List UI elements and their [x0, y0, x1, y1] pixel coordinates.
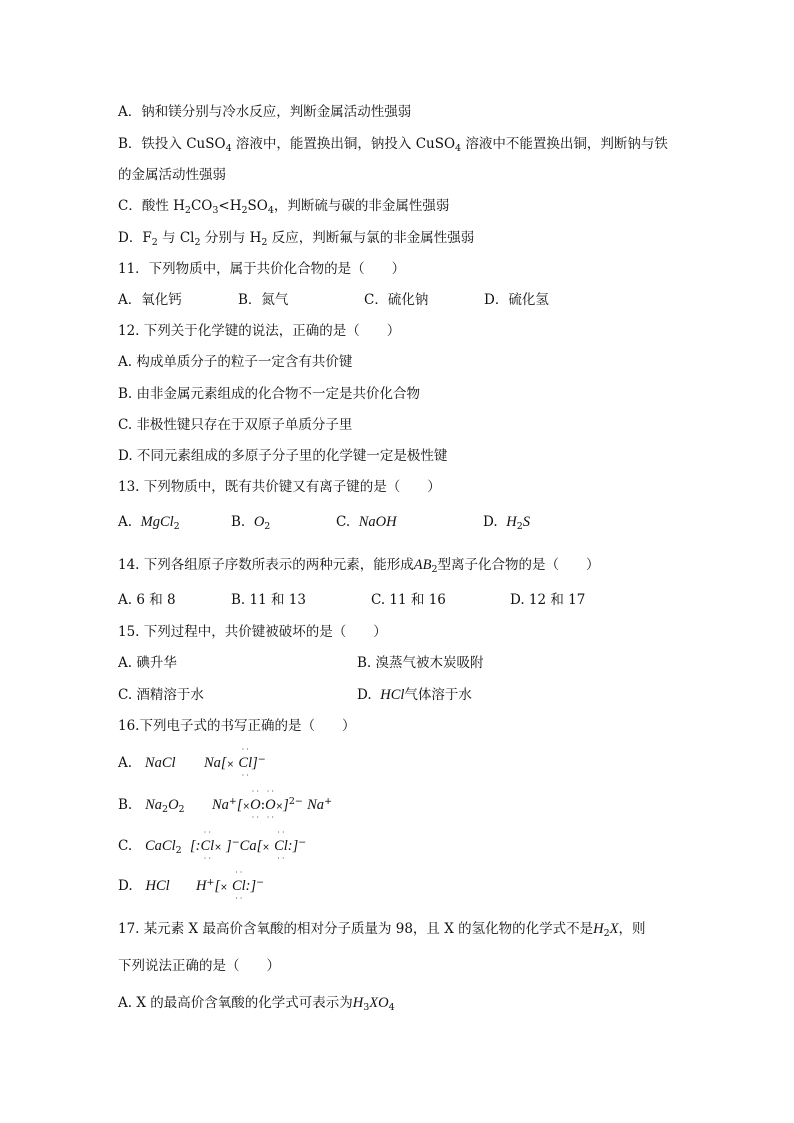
q12-option-b: B. 由非金属元素组成的化合物不一定是共价化合物: [118, 386, 421, 402]
formula: X: [609, 921, 619, 937]
q12-option-c: C. 非极性键只存在于双原子单质分子里: [118, 417, 353, 433]
q16-stem: 16.下列电子式的书写正确的是（ ）: [118, 718, 356, 734]
q16-option-a: [118, 753, 176, 773]
q11-option-d: D．硫化氢: [484, 292, 549, 308]
q15-stem: 15. 下列过程中，共价键被破坏的是（ ）: [118, 624, 387, 640]
formula: HCl: [380, 687, 405, 703]
subscript: 3: [363, 1002, 370, 1013]
q10-b-text-1: B．铁投入 CuSO: [118, 136, 226, 152]
cross-dot: ×: [220, 883, 228, 893]
formula: AB: [413, 557, 432, 573]
subscript: 2: [178, 804, 185, 815]
q12-option-a: A. 构成单质分子的粒子一定含有共价键: [118, 354, 353, 370]
q15-option-c: C. 酒精溶于水: [118, 687, 204, 703]
subscript: 2: [431, 564, 438, 575]
q10-d-text: 与 Cl: [157, 230, 195, 246]
q10-b-text-3: 溶液中不能置换出铜，判断钠与铁: [461, 136, 668, 152]
q17-option-a: [118, 993, 395, 1013]
cross-dot: ×: [214, 843, 222, 853]
q12-option-d: D. 不同元素组成的多原子分子里的化学键一定是极性键: [118, 448, 448, 464]
formula: :]: [245, 878, 257, 894]
formula: · · Cl · ·: [238, 753, 252, 773]
formula: H: [506, 514, 517, 530]
q13-stem: 13. 下列物质中，既有共价键又有离子键的是（ ）: [118, 479, 441, 495]
q10-b-text-2: 溶液中，能置换出铜，钠投入 CuSO: [231, 136, 456, 152]
option-label: D.: [357, 687, 372, 703]
subscript: 4: [388, 1002, 395, 1013]
formula: XO: [369, 995, 389, 1011]
superscript: +: [324, 796, 333, 807]
formula: Na: [212, 797, 229, 813]
formula: ]: [283, 797, 289, 813]
formula: [:: [190, 838, 201, 854]
q10-c-text: ，判断硫与碳的非金属性强弱: [273, 198, 450, 214]
superscript: 2−: [288, 796, 303, 807]
q16-electron-formula-a: [204, 753, 266, 775]
superscript: −: [256, 877, 265, 888]
q10-option-b-line2: [118, 165, 226, 185]
subscript: 3: [212, 205, 219, 216]
q17-stem-text: ，则: [618, 921, 646, 937]
option-label: C.: [336, 514, 351, 530]
q17-stem-line2: 下列说法正确的是（ ）: [118, 958, 280, 974]
formula: Ca[: [239, 838, 263, 854]
q17-stem-line1: [118, 919, 646, 939]
formula: [: [236, 797, 243, 813]
q10-d-text: 分别与 H: [200, 230, 262, 246]
cross-dot: ×: [242, 802, 251, 812]
option-label: D.: [118, 878, 133, 894]
q11-stem-text: 11．下列物质中，属于共价化合物的是（ ）: [118, 261, 406, 277]
q14-stem: [118, 555, 600, 575]
q11-stem: [118, 259, 405, 279]
subscript: 2: [184, 205, 191, 216]
formula: NaOH: [358, 514, 397, 530]
q15-option-b: B. 溴蒸气被木炭吸附: [357, 655, 484, 671]
q16-electron-formula-b: Na+[×· · O · ·:· · O · ·×]$^{2-}$ Na+: [212, 795, 332, 817]
q10-d-text: 反应，判断氟与氯的非金属性强弱: [267, 230, 475, 246]
superscript: +: [206, 877, 215, 888]
q13-option-d: [483, 512, 530, 532]
q10-c-text: C．酸性 H: [118, 198, 185, 214]
q15-option-d: [357, 685, 472, 705]
formula: ]: [226, 838, 232, 854]
cross-dot: ×: [275, 802, 284, 812]
formula: · · Cl · ·: [232, 876, 246, 896]
subscript: 4: [225, 143, 232, 154]
q14-option-d: D. 12 和 17: [510, 592, 586, 608]
subscript: 4: [267, 205, 274, 216]
q10-c-text: SO: [247, 198, 268, 214]
formula: MgCl: [140, 514, 174, 530]
q16-option-d: [118, 876, 170, 896]
q10-d-text: D．F: [118, 230, 152, 246]
cross-dot: ×: [262, 843, 270, 853]
q10-option-a: [118, 102, 411, 122]
subscript: 2: [603, 928, 610, 939]
q14-option-b: B. 11 和 13: [231, 592, 306, 608]
q13-option-a: [118, 512, 180, 532]
q10-option-d: [118, 228, 474, 248]
q17-a-text: A. X 的最高价含氧酸的化学式可表示为: [118, 995, 353, 1011]
superscript: −: [298, 837, 307, 848]
subscript: 2: [175, 845, 182, 856]
q16-option-c: [118, 836, 182, 856]
formula: HCl: [145, 878, 170, 894]
subscript: 2: [194, 237, 201, 248]
subscript: 2: [264, 521, 271, 532]
superscript: −: [231, 837, 240, 848]
formula: H: [352, 995, 364, 1011]
option-label: B.: [118, 797, 133, 813]
q10-option-a-text: A．钠和镁分别与冷水反应，判断金属活动性强弱: [118, 104, 412, 120]
formula: · · Cl · ·: [274, 836, 288, 856]
cross-dot: ×: [226, 760, 235, 770]
formula: ]: [252, 755, 258, 771]
formula: O: [253, 514, 265, 530]
formula: H: [593, 921, 604, 937]
option-label: B.: [231, 514, 246, 530]
superscript: +: [228, 796, 237, 807]
q11-option-c: C．硫化钠: [364, 292, 429, 308]
q11-option-a: A．氧化钙: [118, 292, 182, 308]
subscript: 2: [151, 237, 158, 248]
q10-option-b-line1: [118, 134, 668, 154]
q16-electron-formula-d: [196, 876, 264, 898]
option-label: A.: [118, 514, 133, 530]
formula: :]: [287, 838, 299, 854]
q15-option-a: A. 碘升华: [118, 655, 177, 671]
q13-option-b: [231, 512, 270, 532]
q11-option-b: B．氮气: [238, 292, 289, 308]
formula: Na[: [204, 755, 227, 771]
subscript: 4: [455, 143, 462, 154]
formula: S: [522, 514, 531, 530]
option-label: D.: [483, 514, 498, 530]
superscript: −: [257, 754, 266, 765]
q14-option-a: A. 6 和 8: [118, 592, 176, 608]
q10-b-text-4: 的金属活动性强弱: [118, 167, 226, 183]
subscript: 2: [241, 205, 248, 216]
q14-stem-text: 14. 下列各组原子序数所表示的两种元素，能形成: [118, 557, 414, 573]
q13-option-c: [336, 512, 397, 532]
subscript: 2: [261, 237, 268, 248]
formula: · · O · ·: [250, 795, 260, 815]
q15-d-text: 气体溶于水: [404, 687, 472, 703]
q10-option-c: [118, 196, 449, 216]
subscript: 2: [173, 521, 180, 532]
q10-c-text: <H: [218, 198, 242, 214]
q17-stem-text: 17. 某元素 X 最高价含氧酸的相对分子质量为 98，且 X 的氢化物的化学式不是: [118, 921, 594, 937]
q16-option-b: [118, 795, 185, 815]
subscript: 2: [162, 804, 169, 815]
q10-c-text: CO: [190, 198, 213, 214]
q14-stem-text: 型离子化合物的是（ ）: [437, 557, 600, 573]
formula: Na: [145, 797, 163, 813]
option-label: A.: [118, 755, 133, 771]
formula: H: [196, 878, 207, 894]
q12-stem: 12. 下列关于化学键的说法，正确的是（ ）: [118, 323, 401, 339]
option-label: C.: [118, 838, 133, 854]
formula: NaCl: [144, 755, 176, 771]
formula: [: [214, 878, 221, 894]
q16-electron-formula-c: [190, 836, 306, 858]
formula: · · O · ·: [265, 795, 275, 815]
q14-option-c: C. 11 和 16: [371, 592, 446, 608]
formula: CaCl: [145, 838, 176, 854]
formula: Na: [307, 797, 325, 813]
subscript: 2: [516, 521, 523, 532]
formula: · · Cl · ·: [200, 836, 214, 856]
formula: O: [168, 797, 179, 813]
